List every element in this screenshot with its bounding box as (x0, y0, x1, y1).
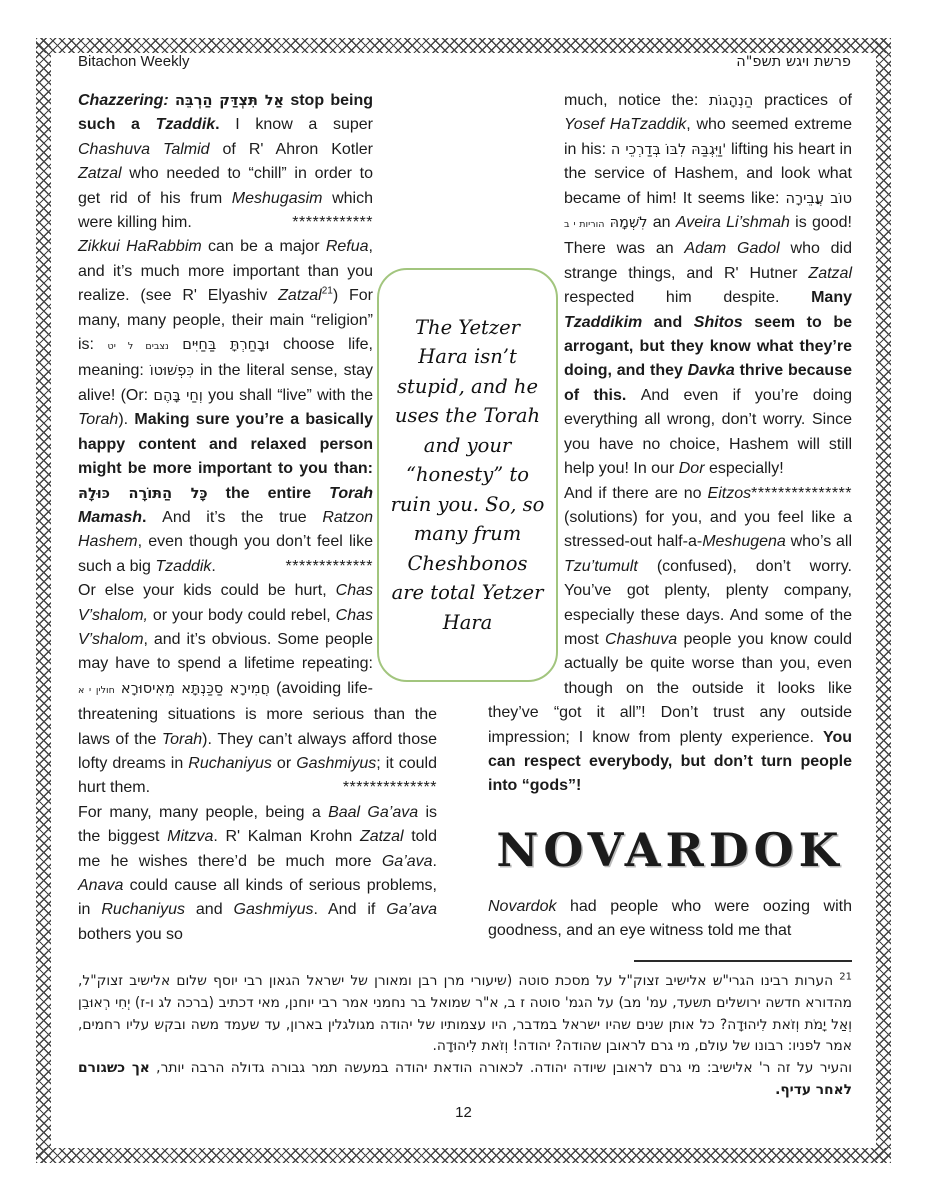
text-run: Eitzos (707, 484, 752, 502)
text-run: אך כשגורם לאחר עדיף. (78, 1060, 852, 1098)
text-run: told me he wishes there’d be much more (78, 828, 437, 870)
pull-quote-text: The Yetzer Hara isn’t stupid, and he uses the Torah and your “honesty” to ruin you. So, so many frum Cheshbonos are total Yetzer Hara (390, 315, 545, 634)
text-run: וּבָחַרְתָּ בַּחַיִּים (182, 337, 270, 354)
text-run: Anava (78, 877, 124, 894)
text-run: could cause all kinds of serious problems, in (78, 877, 437, 919)
text-run: I know a super (235, 116, 374, 134)
text-run: Chas V’shalom, (78, 582, 373, 624)
text-run: ). They can’t always afford those lofty dreams in (78, 730, 437, 772)
page-header (78, 53, 851, 70)
text-run: an (647, 214, 676, 232)
text-run: וְחַי בָּהֶם (153, 387, 203, 404)
text-run: And it’s the true (162, 508, 323, 526)
text-run: . (211, 557, 216, 575)
decorative-border-top (36, 38, 891, 53)
text-run (208, 485, 226, 502)
text-run (169, 336, 183, 353)
text-run: Chas V’shalom (78, 606, 373, 648)
footnote-separator (634, 960, 852, 962)
decorative-border-bottom (36, 1148, 891, 1163)
text-run: thrive because of this. (564, 362, 852, 404)
text-run: Davka (687, 362, 735, 380)
text-run: who’s all (785, 533, 853, 551)
text-run: practices of (753, 92, 852, 109)
text-run: והעיר על זה ר' אלישיב: מי גרם לראובן שיודה יהודה. לכאורה הודאת יהודה במעשה תמר גבורה גדולה הרבה יותר, (149, 1060, 852, 1077)
text-run: ). (118, 411, 135, 429)
text-run: ; it could hurt them. (78, 754, 437, 797)
text-run: respected him despite. (564, 289, 812, 307)
text-run: Meshugena (702, 533, 786, 551)
text-run: Adam Gadol (684, 240, 780, 258)
text-run: . (432, 852, 437, 870)
text-run: Zatzal (359, 828, 404, 846)
text-run: choose life, meaning: (78, 336, 373, 380)
text-run: Zatzal (808, 264, 852, 282)
text-run: Dor (678, 460, 705, 478)
text-run: ************** (342, 779, 437, 797)
text-run: וַיִּגְבַּהּ לִבּוֹ בְּדַרְכֵי ה' (610, 141, 727, 158)
novardok-heading: NOVARDOK (496, 822, 844, 877)
text-run: And even if you’re doing everything all wrong, don’t worry. Since you have no choice, Hashem will still help you! In our (564, 386, 852, 478)
text-run: Many (811, 289, 852, 307)
text-run: Gashmiyus (233, 901, 314, 919)
text-run: the entire (225, 484, 330, 502)
text-run: stop being such a (78, 92, 374, 134)
text-run: Shitos (693, 313, 743, 331)
text-run: Ruchaniyus (188, 754, 272, 772)
text-run: Baal Ga’ava (328, 803, 419, 821)
text-run: Tzu’tumult (564, 557, 638, 575)
text-run: , even though you don’t feel like such a big (78, 533, 373, 575)
text-run: who did strange things, and R' Hutner (564, 240, 853, 282)
text-run: טוֹב עֲבֵירָה לִשְׁמָהּ (609, 190, 852, 232)
paragraph-baal-gaava (78, 801, 437, 947)
text-run: and (184, 901, 234, 919)
text-run: Torah (161, 730, 203, 748)
text-run: . (215, 116, 236, 134)
text-run: who needed to “chill” in order to get rid of his frum (78, 165, 373, 207)
text-run: . R' Kalman Krohn (213, 828, 360, 846)
text-run: הוריות י ב (564, 219, 605, 231)
text-run: Refua (325, 238, 369, 256)
text-run: חולין י א (78, 684, 115, 696)
decorative-border-right (876, 38, 891, 1163)
text-run: Zatzal (78, 165, 122, 183)
paragraph-chazzering (78, 89, 437, 235)
text-run: ************ (292, 214, 373, 232)
text-run: , and it’s obvious. Some people may have to spend a lifetime repeating: (78, 630, 373, 673)
text-run: lifting his heart in the service of Hashem, and look what became of him! It seems like: (564, 140, 853, 207)
text-run: can be a major (201, 238, 326, 256)
text-run: *************** (751, 484, 852, 502)
text-run: Tzaddik (155, 557, 212, 575)
text-run: . (142, 508, 163, 526)
footnote-paragraph-2 (78, 1058, 852, 1102)
text-run: much, notice the: (564, 92, 710, 109)
text-run: Making sure you’re a basically happy content and relaxed person might be more important to you than: (78, 411, 374, 478)
parsha-title: פרשת ויגש תשפ"ה (736, 54, 851, 70)
text-run: Ga’ava (386, 901, 437, 919)
text-run: is good! There was an (564, 214, 852, 258)
footnote-section (78, 960, 852, 1102)
text-run: had people who were oozing with goodness, and an eye witness told me that (488, 897, 852, 940)
text-run: חֲמִירָא סַכַּנְתָּא מֵאִיסוּרָא (120, 680, 271, 697)
footnote-paragraph-1 (78, 971, 852, 1058)
text-run: נצבים ל יט (107, 341, 169, 353)
text-run: you shall “live” with the (202, 386, 373, 404)
text-run: and (642, 313, 694, 331)
text-run: Torah (78, 411, 119, 429)
text-run: (avoiding life-threatening situations is more serious than the laws of the (78, 679, 437, 748)
text-run: Ratzon Hashem (78, 508, 374, 551)
page-number: 12 (455, 1104, 472, 1121)
text-run: Novardok (488, 897, 557, 915)
text-run: Tzaddikim (564, 313, 643, 331)
text-run: Yosef HaTzaddik (564, 116, 687, 134)
text-run: For many, many people, being a (78, 803, 329, 821)
text-run: הערות רבינו הגרי"ש אלישיב זצוק"ל על מסכת סוטה (שיעורי מרן רבן ומאורן של ישראל הגאון רבי יוסף שלום אלישיב זצוק"ל, מהדורא חדשה ירושלים תשעד, עמ' מב) על הגמ' סוטה ז ב, א"ר שמואל בר נחמני אמר רבי יוחנן, מאי דכתיב (ברכה לג ו-ז) יְחִי רְאוּבֵן וְאַל יָמֹת וְזֹאת לִיהוּדָה? כל אותן שנים שהיו ישראל במדבר, היו עצמותיו של יהודה מגולגלין בארון, עד שעמד משה ובקש עליו רחמים, אמר לפניו: רבונו של עולם, מי גרם לראובן שהודה? יהודה! וְזֹאת לִיהוּדָה. (78, 973, 852, 1055)
text-run: אַל תִּצְדַּק הַרְבֵּה (174, 93, 285, 109)
text-run: You can respect everybody, but don’t turn people into “gods”! (488, 728, 852, 795)
text-run: And if there are no (564, 484, 708, 502)
text-run: כִּפְשׁוּטוֹ (149, 363, 195, 380)
text-run: or (271, 754, 297, 772)
text-run: , who seemed extreme in his: (564, 116, 852, 158)
newsletter-title: Bitachon Weekly (78, 53, 190, 70)
text-run: כָּל הַתּוֹרָה כּוּלָהּ (78, 485, 208, 502)
text-run: Gashmiyus (296, 754, 377, 772)
text-run: seem to be arrogant, but they know what they’re doing, and they (564, 313, 853, 380)
text-run: Zikkui HaRabbim (78, 238, 202, 256)
text-run: especially! (704, 460, 784, 478)
text-run: bothers you so (78, 925, 183, 943)
text-run: Torah Mamash (78, 484, 373, 526)
text-run: Ga’ava (381, 852, 433, 870)
text-run: Ruchaniyus (101, 901, 185, 919)
text-run: in the literal sense, stay alive! (Or: (78, 362, 374, 404)
text-run: Chashuva Talmid (78, 140, 210, 158)
text-run: , and it’s much more important than you realize. (see R' Elyashiv (78, 238, 373, 305)
text-run: Aveira Li’shmah (675, 214, 790, 232)
text-run: 21 (321, 285, 333, 297)
text-run: ************* (285, 557, 373, 575)
text-run: or your body could rebel, (147, 606, 336, 624)
text-run: Zatzal (278, 287, 322, 305)
text-run: Mitzva (167, 828, 214, 846)
decorative-border-left (36, 38, 51, 1163)
text-run: Meshugasim (231, 189, 323, 207)
text-run: הַנְהָגוֹת (709, 93, 754, 109)
paragraph-novardok-intro (488, 895, 852, 944)
text-run: is the biggest (78, 803, 438, 846)
text-run: . And if (313, 901, 387, 919)
text-run: Tzaddik (155, 116, 216, 134)
text-run: Chazzering: (78, 92, 175, 109)
text-run: Or else your kids could be hurt, (78, 582, 336, 600)
text-run: of R' Ahron Kotler (209, 140, 374, 158)
text-run: 21 (839, 971, 852, 983)
text-run: which were killing him. (78, 189, 373, 232)
text-run: Chashuva (605, 630, 678, 648)
text-run: (solutions) for you, and you feel like a stressed-out half-a- (564, 508, 852, 551)
pull-quote-box (377, 268, 558, 682)
text-run: (confused), don’t worry. You’ve got plenty, plenty company, especially these days. And some of the most (564, 557, 852, 648)
text-run: people you know could actually be quite worse than you, even though on the outside it looks like they’ve “got it all”! Don’t trust any outside impression; I know from plenty experience. (488, 630, 852, 746)
text-run: ) For many, many people, their main “religion” is: (78, 287, 374, 354)
